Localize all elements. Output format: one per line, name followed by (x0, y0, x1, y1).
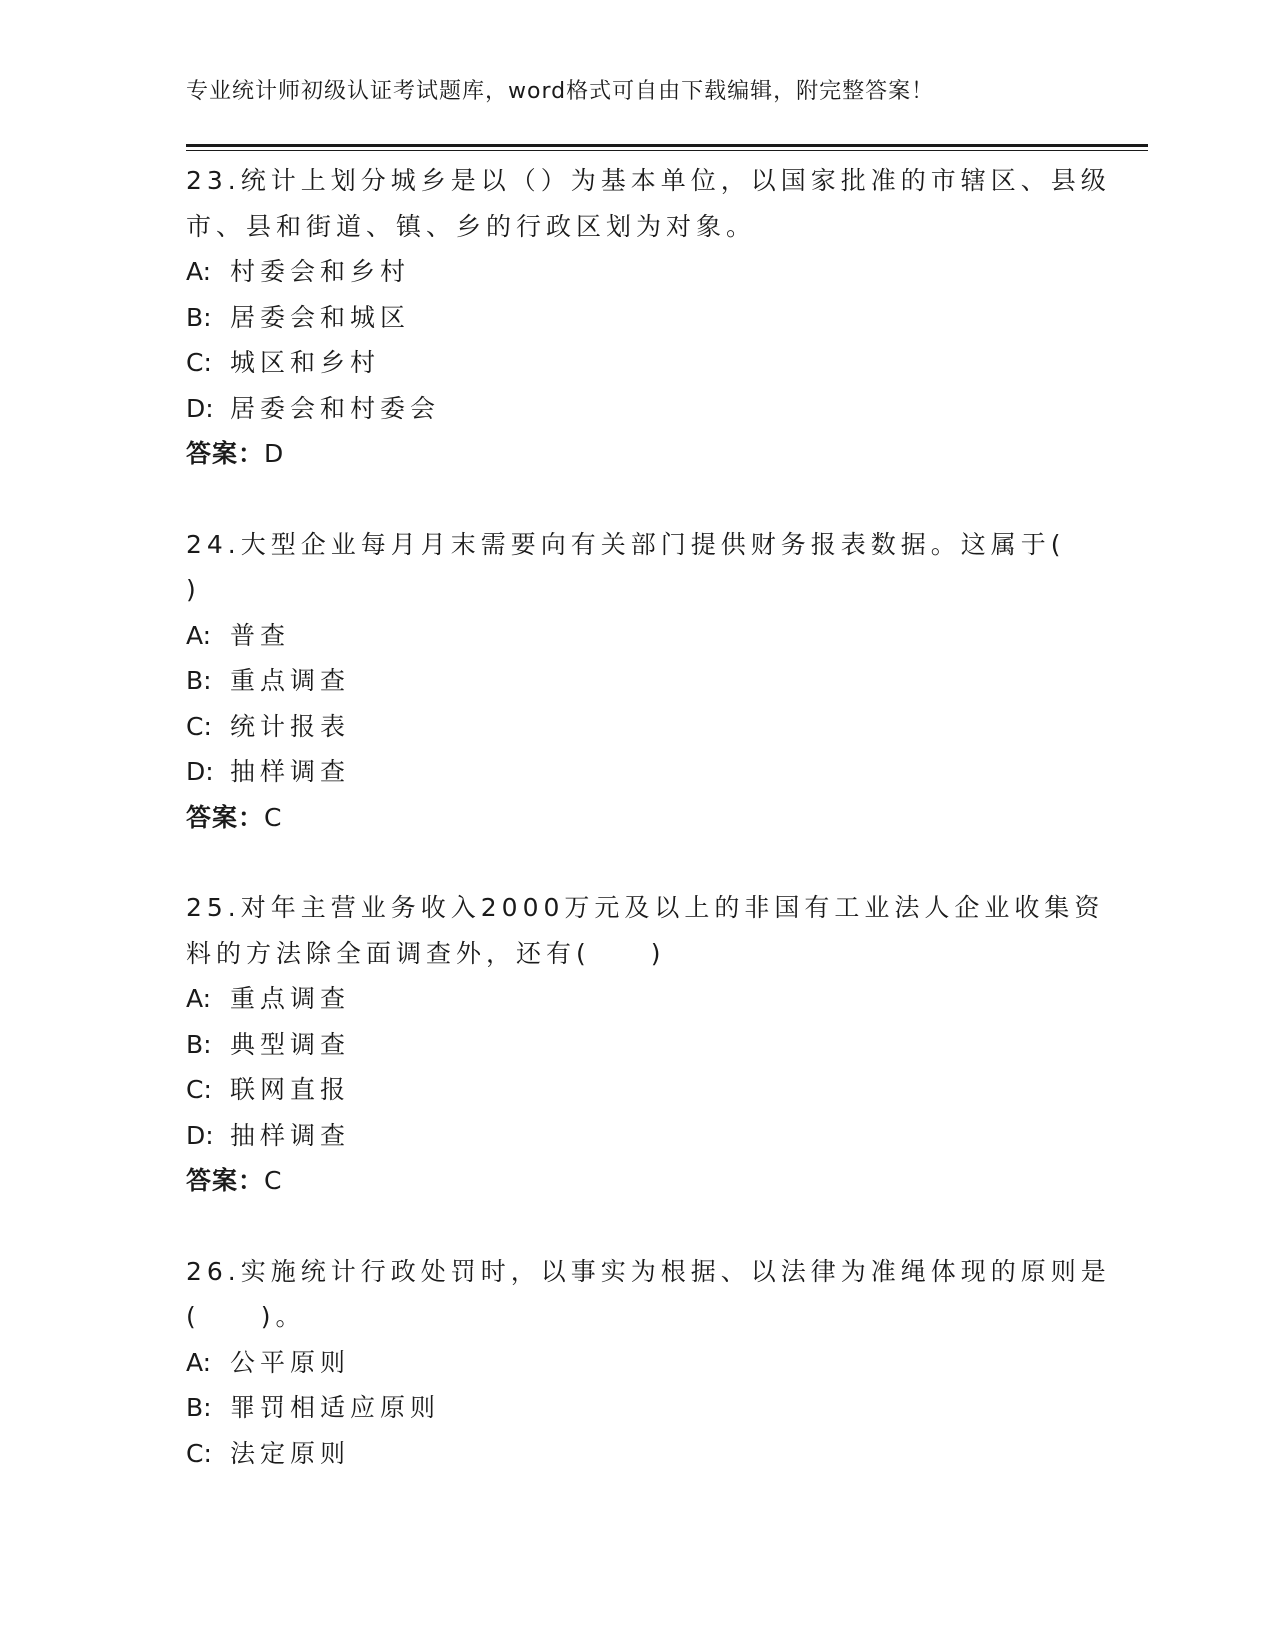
option-d (186, 386, 1086, 432)
question-stem-line: 25.对年主营业务收入2000万元及以上的非国有工业法人企业收集资 (186, 893, 1105, 922)
option-letter: A: (186, 1347, 212, 1377)
page-header (186, 74, 934, 105)
option-text: 罪罚相适应原则 (230, 1393, 441, 1422)
option-a (186, 613, 1086, 659)
option-letter: D: (186, 393, 214, 423)
option-letter: B: (186, 1029, 212, 1059)
option-a (186, 249, 1086, 295)
option-letter: C: (186, 711, 212, 741)
option-text: 普查 (230, 620, 291, 650)
option-text: 抽样调查 (230, 1120, 351, 1150)
answer-label: 答案： (186, 1166, 265, 1195)
header-rule-thick (186, 144, 1148, 147)
option-text: 居委会和城区 (230, 302, 411, 332)
answer (186, 795, 1086, 841)
option-text: 村委会和乡村 (230, 257, 411, 286)
option-d (186, 749, 1086, 795)
question-stem-line: 23.统计上划分城乡是以（）为基本单位，以国家批准的市辖区、县级 (186, 166, 1111, 195)
answer (186, 431, 1086, 477)
option-c (186, 1067, 1086, 1113)
option-letter: B: (186, 302, 212, 332)
option-c (186, 704, 1086, 750)
question-23 (186, 158, 1111, 477)
option-letter: C: (186, 1075, 212, 1104)
option-text: 典型调查 (230, 1029, 351, 1059)
question-stem-line: 24.大型企业每月月末需要向有关部门提供财务报表数据。这属于( (186, 529, 1066, 559)
answer-value: D (264, 439, 284, 468)
option-b (186, 1022, 1086, 1068)
option-b (186, 658, 1086, 704)
option-text: 重点调查 (230, 984, 351, 1013)
option-c (186, 1431, 1086, 1477)
option-letter: C: (186, 348, 212, 377)
option-text: 公平原则 (230, 1347, 351, 1377)
question-26 (186, 1249, 1111, 1477)
header-title: 专业统计师初级认证考试题库，word格式可自由下载编辑，附完整答案！ (186, 79, 935, 104)
option-b (186, 295, 1086, 341)
option-letter: D: (186, 1120, 214, 1150)
question-stem-line: 市、县和街道、镇、乡的行政区划为对象。 (186, 211, 757, 241)
option-d (186, 1113, 1086, 1159)
answer-label: 答案： (186, 802, 265, 832)
answer-label: 答案： (186, 439, 265, 468)
option-letter: B: (186, 666, 212, 695)
question-list (186, 158, 1111, 1521)
question-stem-line: ) (186, 575, 201, 604)
option-letter: A: (186, 257, 212, 286)
question-stem-line: 料的方法除全面调查外，还有( ) (186, 938, 666, 968)
option-text: 重点调查 (230, 666, 351, 695)
question-24 (186, 522, 1086, 841)
option-letter: B: (186, 1393, 212, 1422)
answer-value: C (264, 1166, 282, 1195)
option-text: 统计报表 (230, 711, 351, 741)
question-stem-line: ( )。 (186, 1302, 306, 1331)
option-c (186, 340, 1086, 386)
option-a (186, 976, 1086, 1022)
option-text: 法定原则 (230, 1438, 351, 1468)
answer (186, 1158, 1086, 1204)
option-b (186, 1385, 1086, 1431)
header-rule-thin (186, 150, 1148, 151)
option-text: 居委会和村委会 (230, 393, 441, 423)
option-text: 抽样调查 (230, 757, 351, 786)
option-letter: C: (186, 1438, 212, 1468)
option-letter: A: (186, 620, 212, 650)
question-stem-line: 26.实施统计行政处罚时，以事实为根据、以法律为准绳体现的原则是 (186, 1256, 1111, 1286)
option-letter: D: (186, 757, 214, 786)
answer-value: C (264, 802, 282, 832)
option-a (186, 1340, 1086, 1386)
question-25 (186, 885, 1105, 1204)
option-text: 联网直报 (230, 1075, 351, 1104)
option-letter: A: (186, 984, 212, 1013)
option-text: 城区和乡村 (230, 348, 381, 377)
